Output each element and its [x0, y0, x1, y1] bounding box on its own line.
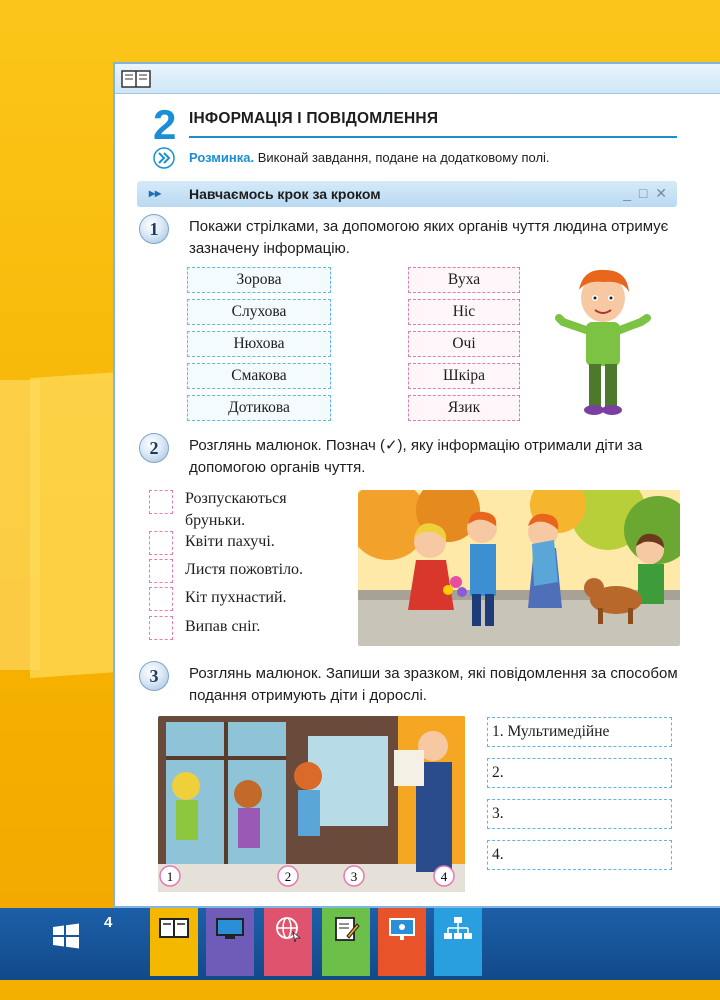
- globe-cursor-icon: [273, 916, 303, 942]
- book-icon: [159, 916, 189, 942]
- section-title: Навчаємось крок за кроком: [189, 186, 381, 202]
- info-type-box: Дотикова: [187, 395, 331, 421]
- taskbar-tile-algorithm[interactable]: [434, 908, 482, 976]
- boy-illustration: [553, 260, 653, 420]
- organ-box: Ніс: [408, 299, 520, 325]
- answer-field[interactable]: 1. Мультимедійне: [487, 717, 672, 747]
- taskbar: [0, 908, 720, 980]
- taskbar-tile-computer[interactable]: [206, 908, 254, 976]
- info-type-box: Слухова: [187, 299, 331, 325]
- picture-label: 1: [166, 869, 174, 884]
- option-checkbox[interactable]: [149, 587, 173, 611]
- task-3-text: Розглянь малюнок. Запиши за зразком, які повідомлення за способом подання отримують діти і дорослі.: [189, 665, 678, 704]
- park-illustration: [358, 490, 680, 646]
- chapter-underline: [189, 136, 677, 138]
- taskbar-tile-presentation[interactable]: [378, 908, 426, 976]
- windows-start-icon[interactable]: [52, 922, 80, 950]
- book-icon: [121, 69, 151, 89]
- answer-field[interactable]: 4.: [487, 840, 672, 870]
- option-text: Квіти пахучі.: [185, 533, 275, 550]
- option-checkbox[interactable]: [149, 531, 173, 555]
- document-pen-icon: [331, 916, 361, 942]
- presentation-icon: [387, 916, 417, 942]
- task-1-text: Покажи стрілками, за допомогою яких органів чуття людина отримує зазначену інформацію.: [189, 218, 669, 257]
- hierarchy-icon: [443, 916, 473, 942]
- double-chevron-icon: [153, 147, 175, 169]
- option-text: Розпускаються бруньки.: [185, 490, 287, 529]
- window-title-bar: [115, 64, 720, 94]
- option-checkbox[interactable]: [149, 616, 173, 640]
- section-arrows-icon: ▸▸: [149, 186, 162, 200]
- organ-box: Язик: [408, 395, 520, 421]
- answer-field[interactable]: 2.: [487, 758, 672, 788]
- background-pane: [30, 372, 120, 678]
- picture-label: 4: [440, 869, 448, 884]
- info-type-box: Смакова: [187, 363, 331, 389]
- organ-box: Шкіра: [408, 363, 520, 389]
- page-number: 4: [104, 914, 113, 931]
- picture-label: 3: [350, 869, 358, 884]
- page-bottom-strip: [0, 980, 720, 1000]
- answer-field[interactable]: 3.: [487, 799, 672, 829]
- warmup-label: Розминка.: [189, 150, 255, 165]
- option-text: Листя пожовтіло.: [185, 561, 304, 578]
- option-checkbox[interactable]: [149, 559, 173, 583]
- window-controls: _ □ ✕: [623, 185, 669, 201]
- task-2-text: Розглянь малюнок. Познач (✓), яку інформацію отримали діти за допомогою органів чуття.: [189, 437, 643, 476]
- chapter-number: 2: [153, 101, 177, 148]
- chapter-title: ІНФОРМАЦІЯ І ПОВІДОМЛЕННЯ: [189, 110, 439, 127]
- taskbar-tile-book[interactable]: [150, 908, 198, 976]
- picture-label: 2: [284, 869, 292, 884]
- info-type-box: Нюхова: [187, 331, 331, 357]
- organ-box: Очі: [408, 331, 520, 357]
- option-text: Кіт пухнастий.: [185, 589, 287, 606]
- option-checkbox[interactable]: [149, 490, 173, 514]
- organ-box: Вуха: [408, 267, 520, 293]
- info-type-box: Зорова: [187, 267, 331, 293]
- task-1-badge: 1: [139, 214, 169, 244]
- taskbar-tile-internet[interactable]: [264, 908, 312, 976]
- task-3-badge: 3: [139, 661, 169, 691]
- option-text: Випав сніг.: [185, 618, 261, 635]
- section-header: [137, 181, 677, 207]
- warmup-instruction: Виконай завдання, подане на додатковому полі.: [254, 150, 550, 165]
- warmup-text: [189, 150, 550, 165]
- monitor-icon: [215, 916, 245, 942]
- messages-illustration: [158, 716, 465, 892]
- task-2-badge: 2: [139, 433, 169, 463]
- textbook-window: [113, 62, 720, 908]
- taskbar-tile-document[interactable]: [322, 908, 370, 976]
